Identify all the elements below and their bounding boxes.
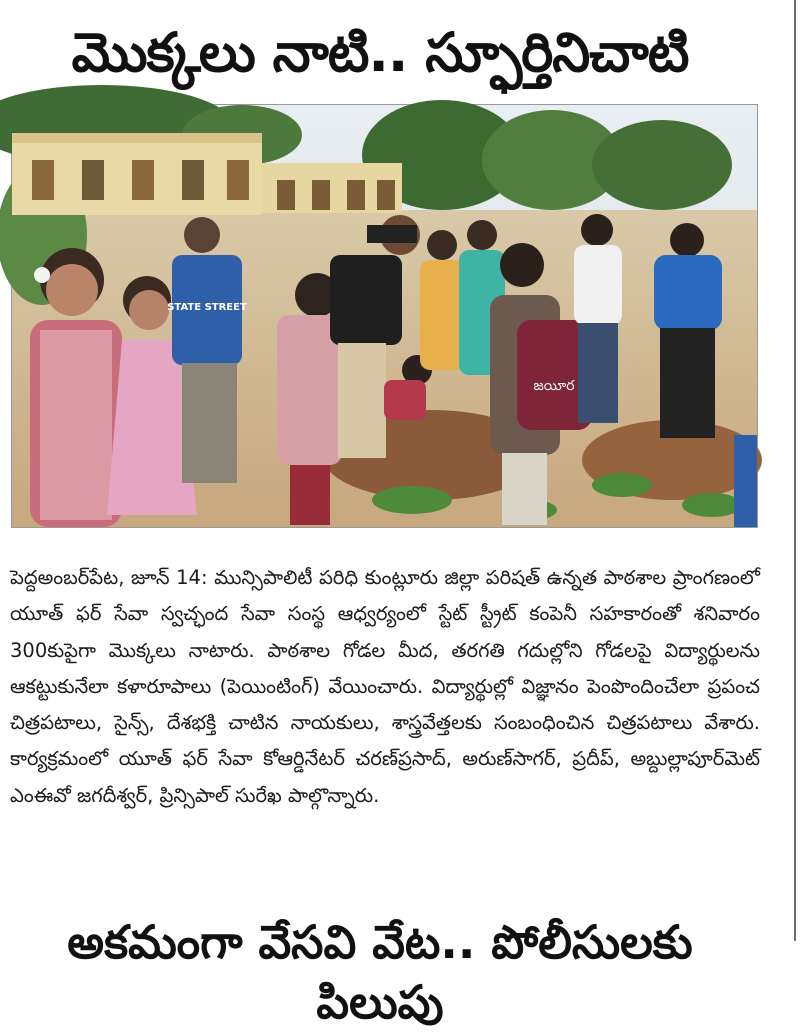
- next-headline-text: అకమంగా వేసవి వేట.. పోలీసులకు పిలుపు: [67, 915, 693, 1029]
- headline: మొక్కలు నాటి.. స్ఫూర్తినిచాటి: [71, 21, 689, 84]
- backpack-text: జయీర: [533, 378, 575, 394]
- article-body: పెద్దఅంబర్‌పేట, జూన్ 14: మున్సిపాలిటీ పరిధి కుంట్లూరు జిల్లా పరిషత్ ఉన్నత పాఠశాల ప్రాంగణంలో యూత్ ఫర్ సేవా స్వచ్ఛంద సేవా సంస్థ ఆధ్వర్యంలో స్టేట్ స్ట్రీట్ కంపెనీ సహకారంతో శనివారం 300కుపైగా మొక్కలు నాటారు. పాఠశాల గోడల మీద, తరగతి గదుల్లోని గోడలపై విద్యార్థులను ఆకట్టుకునేలా కళారూపాలు (పెయింటింగ్) వేయించారు. విద్యార్థుల్లో విజ్ఞానం పెంపొందించేలా ప్రపంచ చిత్రపటాలు, సైన్స్, దేశభక్తి చాటిన నాయకులు, శాస్త్రవేత్తలకు సంబంధించిన చిత్రపటాలు వేశారు. కార్యక్రమంలో యూత్ ఫర్ సేవా కోఆర్డినేటర్ చరణ్‌ప్రసాద్, అరుణ్‌సాగర్, ప్రదీప్, అబ్దుల్లాపూర్‌మెట్ ఎంఈవో జగదీశ్వర్, ప్రిన్సిపాల్ సురేఖ పాల్గొన్నారు.: [10, 566, 760, 807]
- person-edge: [734, 435, 757, 527]
- next-headline-clipped: [0, 912, 760, 1029]
- volunteer-blue-shirt: [172, 217, 242, 483]
- volunteer-woman-blue: [654, 223, 722, 438]
- news-photo: [11, 104, 758, 528]
- column-rule: [794, 0, 796, 941]
- shirt-text: STATE STREET: [167, 302, 247, 313]
